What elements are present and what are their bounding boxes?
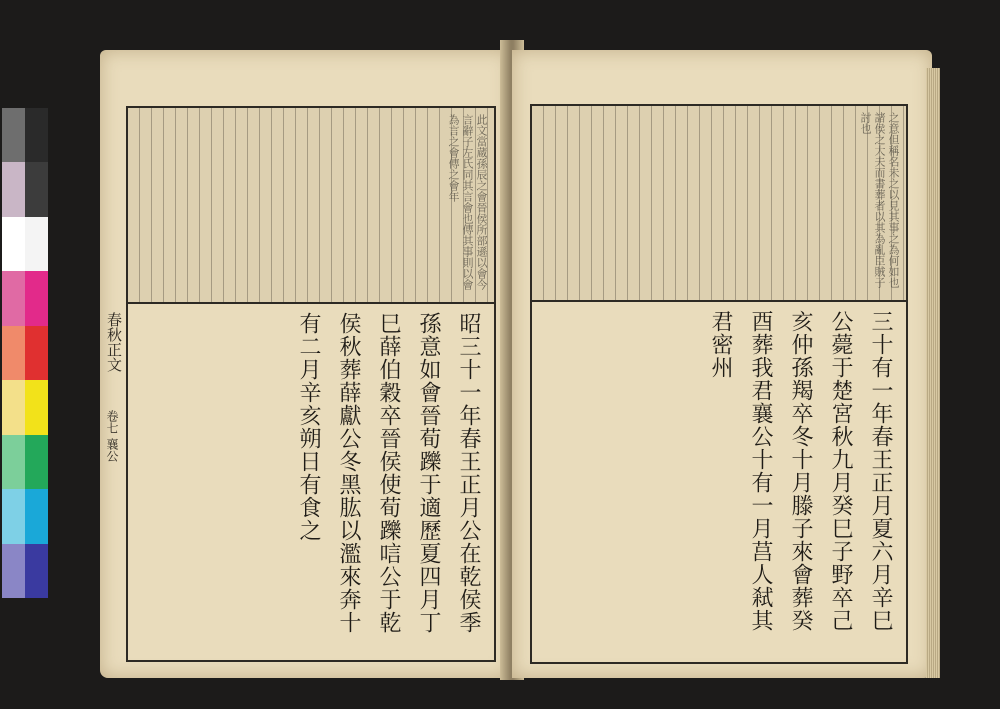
calibration-swatch bbox=[25, 162, 48, 216]
left-main-text: 昭三十一年春王正月公在乾侯季孫意如會晉荀躒于適歷夏四月丁巳薛伯穀卒晉侯使荀躒唁公于乾侯秋葬薛獻公冬黑肱以濫來奔十有二月辛亥朔日有食之 bbox=[296, 312, 481, 634]
calibration-row bbox=[2, 544, 48, 598]
calibration-swatch bbox=[25, 380, 48, 434]
right-commentary-block bbox=[532, 106, 906, 302]
page-edges bbox=[926, 68, 940, 678]
calibration-swatch bbox=[2, 435, 25, 489]
left-page bbox=[100, 50, 510, 678]
calibration-swatch bbox=[25, 489, 48, 543]
calibration-swatch bbox=[25, 435, 48, 489]
right-page bbox=[512, 50, 932, 678]
calibration-swatch bbox=[25, 108, 48, 162]
calibration-swatch bbox=[25, 326, 48, 380]
calibration-row bbox=[2, 380, 48, 434]
calibration-row bbox=[2, 489, 48, 543]
calibration-row bbox=[2, 271, 48, 325]
open-book bbox=[100, 40, 938, 685]
right-main-text: 三十有一年春王正月夏六月辛巳公薨于楚宮秋九月癸巳子野卒己亥仲孫羯卒冬十月滕子來會葬癸酉葬我君襄公十有一月莒人弒其君密州 bbox=[708, 310, 893, 632]
calibration-swatch bbox=[2, 326, 25, 380]
calibration-swatch bbox=[2, 489, 25, 543]
left-commentary-block bbox=[128, 108, 494, 304]
calibration-row bbox=[2, 217, 48, 271]
calibration-swatch bbox=[25, 217, 48, 271]
right-text-frame bbox=[530, 104, 908, 664]
calibration-swatch bbox=[2, 544, 25, 598]
right-commentary-text: 之意但稱名未之以見其事之為何如也諸侯之大夫而書葬者以其為亂臣賊子討也 bbox=[859, 112, 900, 288]
calibration-swatch bbox=[2, 271, 25, 325]
left-commentary-text: 此文當蔵孫辰之會晉侯所部遜以會今言辭子左氏同其言會也傳其事則以會為言之會傳之會年 bbox=[447, 114, 488, 290]
calibration-row bbox=[2, 326, 48, 380]
spine-title: 春秋正文 bbox=[105, 312, 123, 372]
calibration-swatch bbox=[2, 217, 25, 271]
calibration-swatch bbox=[2, 108, 25, 162]
color-calibration-bar bbox=[2, 108, 48, 598]
calibration-swatch bbox=[25, 271, 48, 325]
left-text-frame bbox=[126, 106, 496, 662]
calibration-swatch bbox=[25, 544, 48, 598]
calibration-swatch bbox=[2, 380, 25, 434]
calibration-swatch bbox=[2, 162, 25, 216]
calibration-row bbox=[2, 435, 48, 489]
chapter-label: 卷七 襄公 bbox=[105, 410, 119, 462]
calibration-row bbox=[2, 162, 48, 216]
calibration-row bbox=[2, 108, 48, 162]
